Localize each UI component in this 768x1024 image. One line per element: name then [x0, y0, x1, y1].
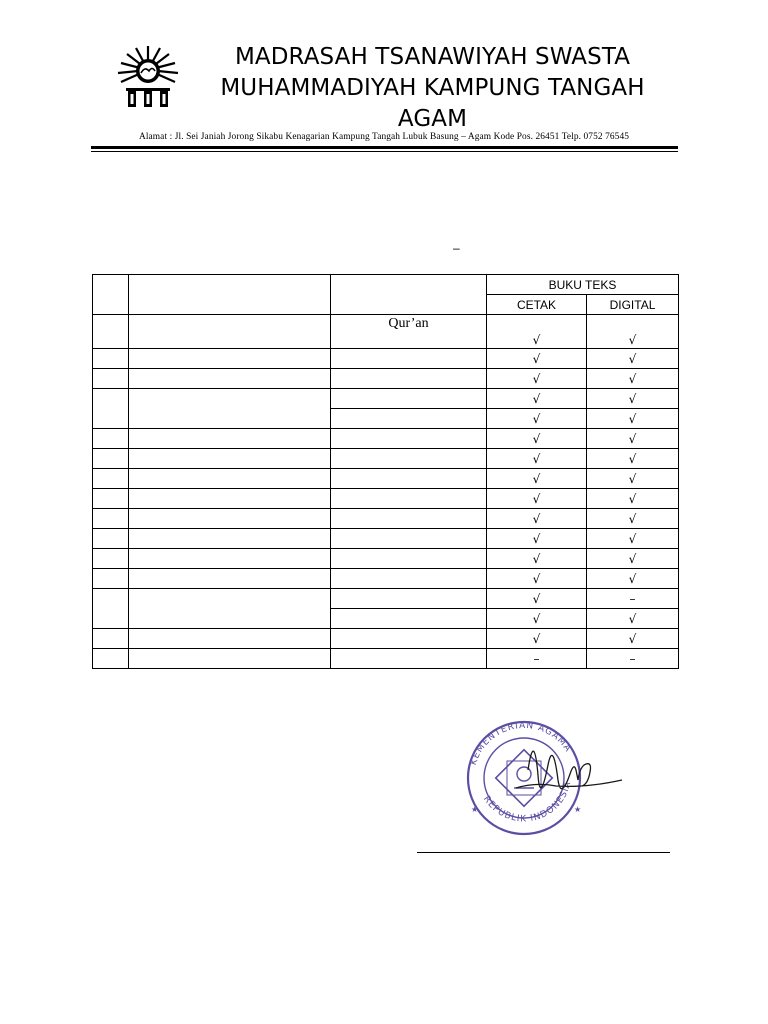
subject-cell [129, 489, 331, 509]
table-row [93, 589, 679, 609]
class-cell [331, 569, 487, 589]
subject-cell [129, 449, 331, 469]
cetak-cell: √ [487, 569, 587, 589]
table-row [93, 549, 679, 569]
cetak-cell: √ [487, 629, 587, 649]
class-cell [331, 369, 487, 389]
digital-cell: – [587, 649, 679, 669]
subject-cell [129, 469, 331, 489]
table-header-row [93, 275, 679, 295]
table-row [93, 569, 679, 589]
school-name-line-3: AGAM [397, 106, 468, 132]
cetak-cell: √ [487, 549, 587, 569]
digital-cell: √ [587, 389, 679, 409]
school-name [205, 42, 660, 135]
cetak-cell: √ [487, 509, 587, 529]
svg-text:KEMENTERIAN AGAMA [469, 721, 573, 767]
table-row [93, 449, 679, 469]
school-address: Alamat : Jl. Sei Janiah Jorong Sikabu Kenagarian Kampung Tangah Lubuk Basung – Agam Kode Pos. 26451 Telp. 0752 76545 [138, 132, 630, 142]
subject-cell [129, 315, 331, 349]
subject-cell [129, 549, 331, 569]
subject-cell [129, 349, 331, 369]
class-cell [331, 409, 487, 429]
digital-cell: √ [587, 629, 679, 649]
digital-cell: √ [587, 449, 679, 469]
school-name-line-1: MADRASAH TSANAWIYAH SWASTA [234, 44, 631, 70]
header-digital: DIGITAL [587, 295, 679, 315]
digital-cell: √ [587, 569, 679, 589]
cetak-cell: √ [487, 529, 587, 549]
table-row [93, 509, 679, 529]
official-stamp-icon [456, 718, 636, 838]
digital-cell: √ [587, 549, 679, 569]
cetak-cell: √ [487, 409, 587, 429]
class-cell [331, 469, 487, 489]
class-cell [331, 649, 487, 669]
muhammadiyah-logo-icon [112, 44, 184, 110]
class-cell [331, 589, 487, 609]
cetak-cell: √ [487, 609, 587, 629]
class-cell [331, 629, 487, 649]
cetak-cell: √ [487, 469, 587, 489]
class-cell [331, 349, 487, 369]
class-cell [331, 489, 487, 509]
no-cell [93, 489, 129, 509]
digital-cell: √ [587, 489, 679, 509]
cetak-cell: √ [487, 489, 587, 509]
table-row [93, 315, 679, 349]
digital-cell: √ [587, 369, 679, 389]
cetak-cell: √ [487, 449, 587, 469]
table-row [93, 529, 679, 549]
cetak-cell: – [487, 649, 587, 669]
subject-cell [129, 629, 331, 649]
stamp-top-text: KEMENTERIAN AGAMA [468, 720, 573, 767]
school-name-line-2: MUHAMMADIYAH KAMPUNG TANGAH [220, 75, 645, 101]
cetak-cell: √ [487, 429, 587, 449]
class-cell [331, 429, 487, 449]
no-cell [93, 629, 129, 649]
digital-cell: √ [587, 349, 679, 369]
no-cell [93, 449, 129, 469]
table-row [93, 489, 679, 509]
no-cell [93, 509, 129, 529]
class-cell [331, 449, 487, 469]
cetak-cell: √ [487, 369, 587, 389]
cetak-cell: √ [487, 589, 587, 609]
svg-text:★: ★ [574, 805, 582, 814]
letterhead-rule-thin [91, 151, 678, 152]
subject-cell [129, 369, 331, 389]
digital-cell: √ [587, 409, 679, 429]
digital-cell: √ [587, 429, 679, 449]
header-cetak: CETAK [487, 295, 587, 315]
digital-cell: √ [587, 469, 679, 489]
no-cell [93, 589, 129, 629]
header-buku-teks: BUKU TEKS [487, 275, 679, 295]
subject-cell [129, 649, 331, 669]
subject-cell [129, 569, 331, 589]
signature-line [417, 852, 670, 853]
stamp-bottom-text: REPUBLIK INDONESIA [480, 780, 574, 825]
table-row [93, 629, 679, 649]
header-no-cell [93, 275, 129, 315]
no-cell [93, 429, 129, 449]
digital-cell: – [587, 589, 679, 609]
cetak-cell: √ [487, 315, 587, 349]
no-cell [93, 549, 129, 569]
no-cell [93, 369, 129, 389]
no-cell [93, 315, 129, 349]
dash-mark: – [453, 241, 460, 255]
class-cell [331, 389, 487, 409]
digital-cell: √ [587, 529, 679, 549]
header-class-cell [331, 275, 487, 315]
digital-cell: √ [587, 315, 679, 349]
class-cell [331, 529, 487, 549]
header-subject-cell [129, 275, 331, 315]
table-row [93, 429, 679, 449]
no-cell [93, 469, 129, 489]
subject-cell [129, 589, 331, 629]
table-row [93, 349, 679, 369]
no-cell [93, 529, 129, 549]
subject-cell [129, 529, 331, 549]
table-row [93, 369, 679, 389]
no-cell [93, 649, 129, 669]
subject-cell [129, 389, 331, 429]
table-row [93, 469, 679, 489]
textbook-table [92, 274, 679, 669]
subject-cell [129, 429, 331, 449]
no-cell [93, 349, 129, 369]
svg-text:★: ★ [471, 805, 479, 814]
table-row [93, 649, 679, 669]
letterhead-rule-thick [91, 146, 678, 149]
digital-cell: √ [587, 509, 679, 529]
class-cell [331, 609, 487, 629]
cetak-cell: √ [487, 349, 587, 369]
no-cell [93, 389, 129, 429]
cetak-cell: √ [487, 389, 587, 409]
digital-cell: √ [587, 609, 679, 629]
subject-quran: Qur’an [331, 315, 487, 349]
class-cell [331, 549, 487, 569]
table-row [93, 389, 679, 409]
class-cell [331, 509, 487, 529]
no-cell [93, 569, 129, 589]
subject-cell [129, 509, 331, 529]
